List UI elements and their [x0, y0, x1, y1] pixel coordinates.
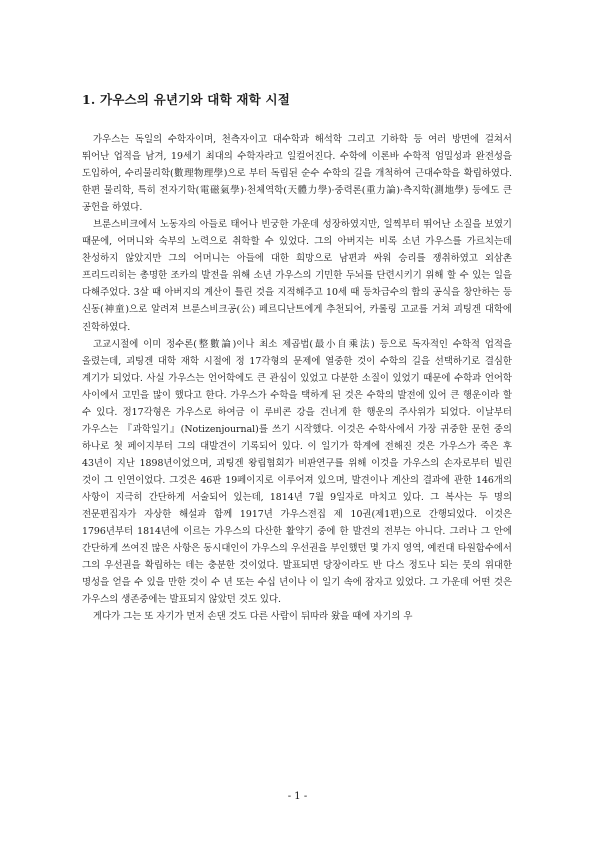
- paragraph-1: 가우스는 독일의 수학자이며, 천측자이고 대수학과 해석학 그리고 기하학 등 여러 방면에 걸쳐서 뛰어난 업적을 남겨, 19세기 최대의 수학자라고 일컬어진다. 수학에 이론바 수학적 엄밀성과 완전성을 도입하여, 수리물리학(數理物理學)으로 부터 독립된 순수 수학의 길을 개척하여 근대수학을 확립하였다. 한편 물리학, 특히 전자기학(電磁氣學)·천체역학(天體力學)·중력론(重力論)·측지학(測地學) 등에도 큰 공헌을 하였다.: [82, 134, 512, 214]
- paragraph-2: 브룬스비크에서 노동자의 아들로 태어나 빈궁한 가운데 성장하였지만, 일찍부터 뛰어난 소질을 보였기 때문에, 어머니와 숙부의 노력으로 취학할 수 있었다. 그의 아버지는 비록 소년 가우스를 가르치는데 찬성하지 않았지만 그의 어머니는 아들에 대한 희망으로 남편과 싸워 승리를 쟁취하였고 외삼촌 프리드리히는 총명한 조카의 발전을 위해 소년 가우스의 기민한 두뇌를 단련시키기 위해 할 수 있는 일을 다해주었다. 3살 때 아버지의 계산이 틀린 것을 지적해주고 10세 때 등차급수의 합의 공식을 창안하는 등 신동(神童)으로 알려져 브룬스비크공(公) 페르디난트에게 추천되어, 카롤링 고교를 거쳐 괴팅겐 대학에 진학하였다.: [82, 219, 512, 333]
- page-number: - 1 -: [287, 791, 308, 802]
- paragraph-4: 게다가 그는 또 자기가 먼저 손댄 것도 다른 사람이 뒤따라 왔을 때에 자기의 우: [93, 611, 413, 623]
- document-body: [82, 131, 512, 625]
- paragraph-3: 고교시절에 이미 정수론(整數論)이나 최소 제곱법(最小自乘法) 등으로 독자적인 수학적 업적을 올렸는데, 괴팅겐 대학 재학 시절에 정 17각형의 문제에 열중한 것이 수학의 길을 선택하기로 결심한 계기가 되었다. 사실 가우스는 언어학에도 큰 관심이 있었고 다분한 소질이 있었기 때문에 수학과 언어학 사이에서 고민을 많이 했다고 한다. 가우스가 수학을 택하게 된 것은 수학의 발전에 있어 큰 행운이라 할 수 있다. 정17각형은 가우스로 하여금 이 루비콘 강을 건너게 한 행운의 주사위가 되었다. 이날부터 가우스는 『과학일기』(Notizenjournal)를 쓰기 시작했다. 이것은 수학사에서 가장 귀중한 문헌 중의 하나로 첫 페이지부터 그의 대발견이 기록되어 있다. 이 일기가 학계에 전해진 것은 가우스가 죽은 후 43년이 지난 1898년이었으며, 괴팅겐 왕립협회가 비판연구를 위해 이것을 가우스의 손자로부터 빌린 것이 그 인연이었다. 그것은 46판 19페이지로 이루어져 있으며, 발견이나 계산의 결과에 관한 146개의 사항이 지극히 간단하게 서술되어 있는데, 1814년 7월 9일자로 마치고 있다. 그 복사는 두 명의 전문편집자가 자상한 해설과 함께 1917년 가우스전집 제 10권(제1편)으로 간행되었다. 이것은 1796년부터 1814년에 이르는 가우스의 다산한 활약기 중에 한 발견의 전부는 아니다. 그러나 그 안에 간단하게 쓰여진 많은 사항은 동시대인이 가우스의 우선권을 부인했던 몇 가지 영역, 예컨대 타원함수에서 그의 우선권을 확립하는 데는 충분한 것이었다. 발표되면 당장이라도 반 다스 정도나 되는 뭇의 위대한 명성을 얻을 수 있을 만한 것이 수 년 또는 수십 년이나 이 일기 속에 잠자고 있었다. 그 가운데 어떤 것은 가우스의 생존중에는 발표되지 않았던 것도 있다.: [82, 338, 512, 606]
- section-heading: 1. 가우스의 유년기와 대학 재학 시절: [82, 92, 291, 107]
